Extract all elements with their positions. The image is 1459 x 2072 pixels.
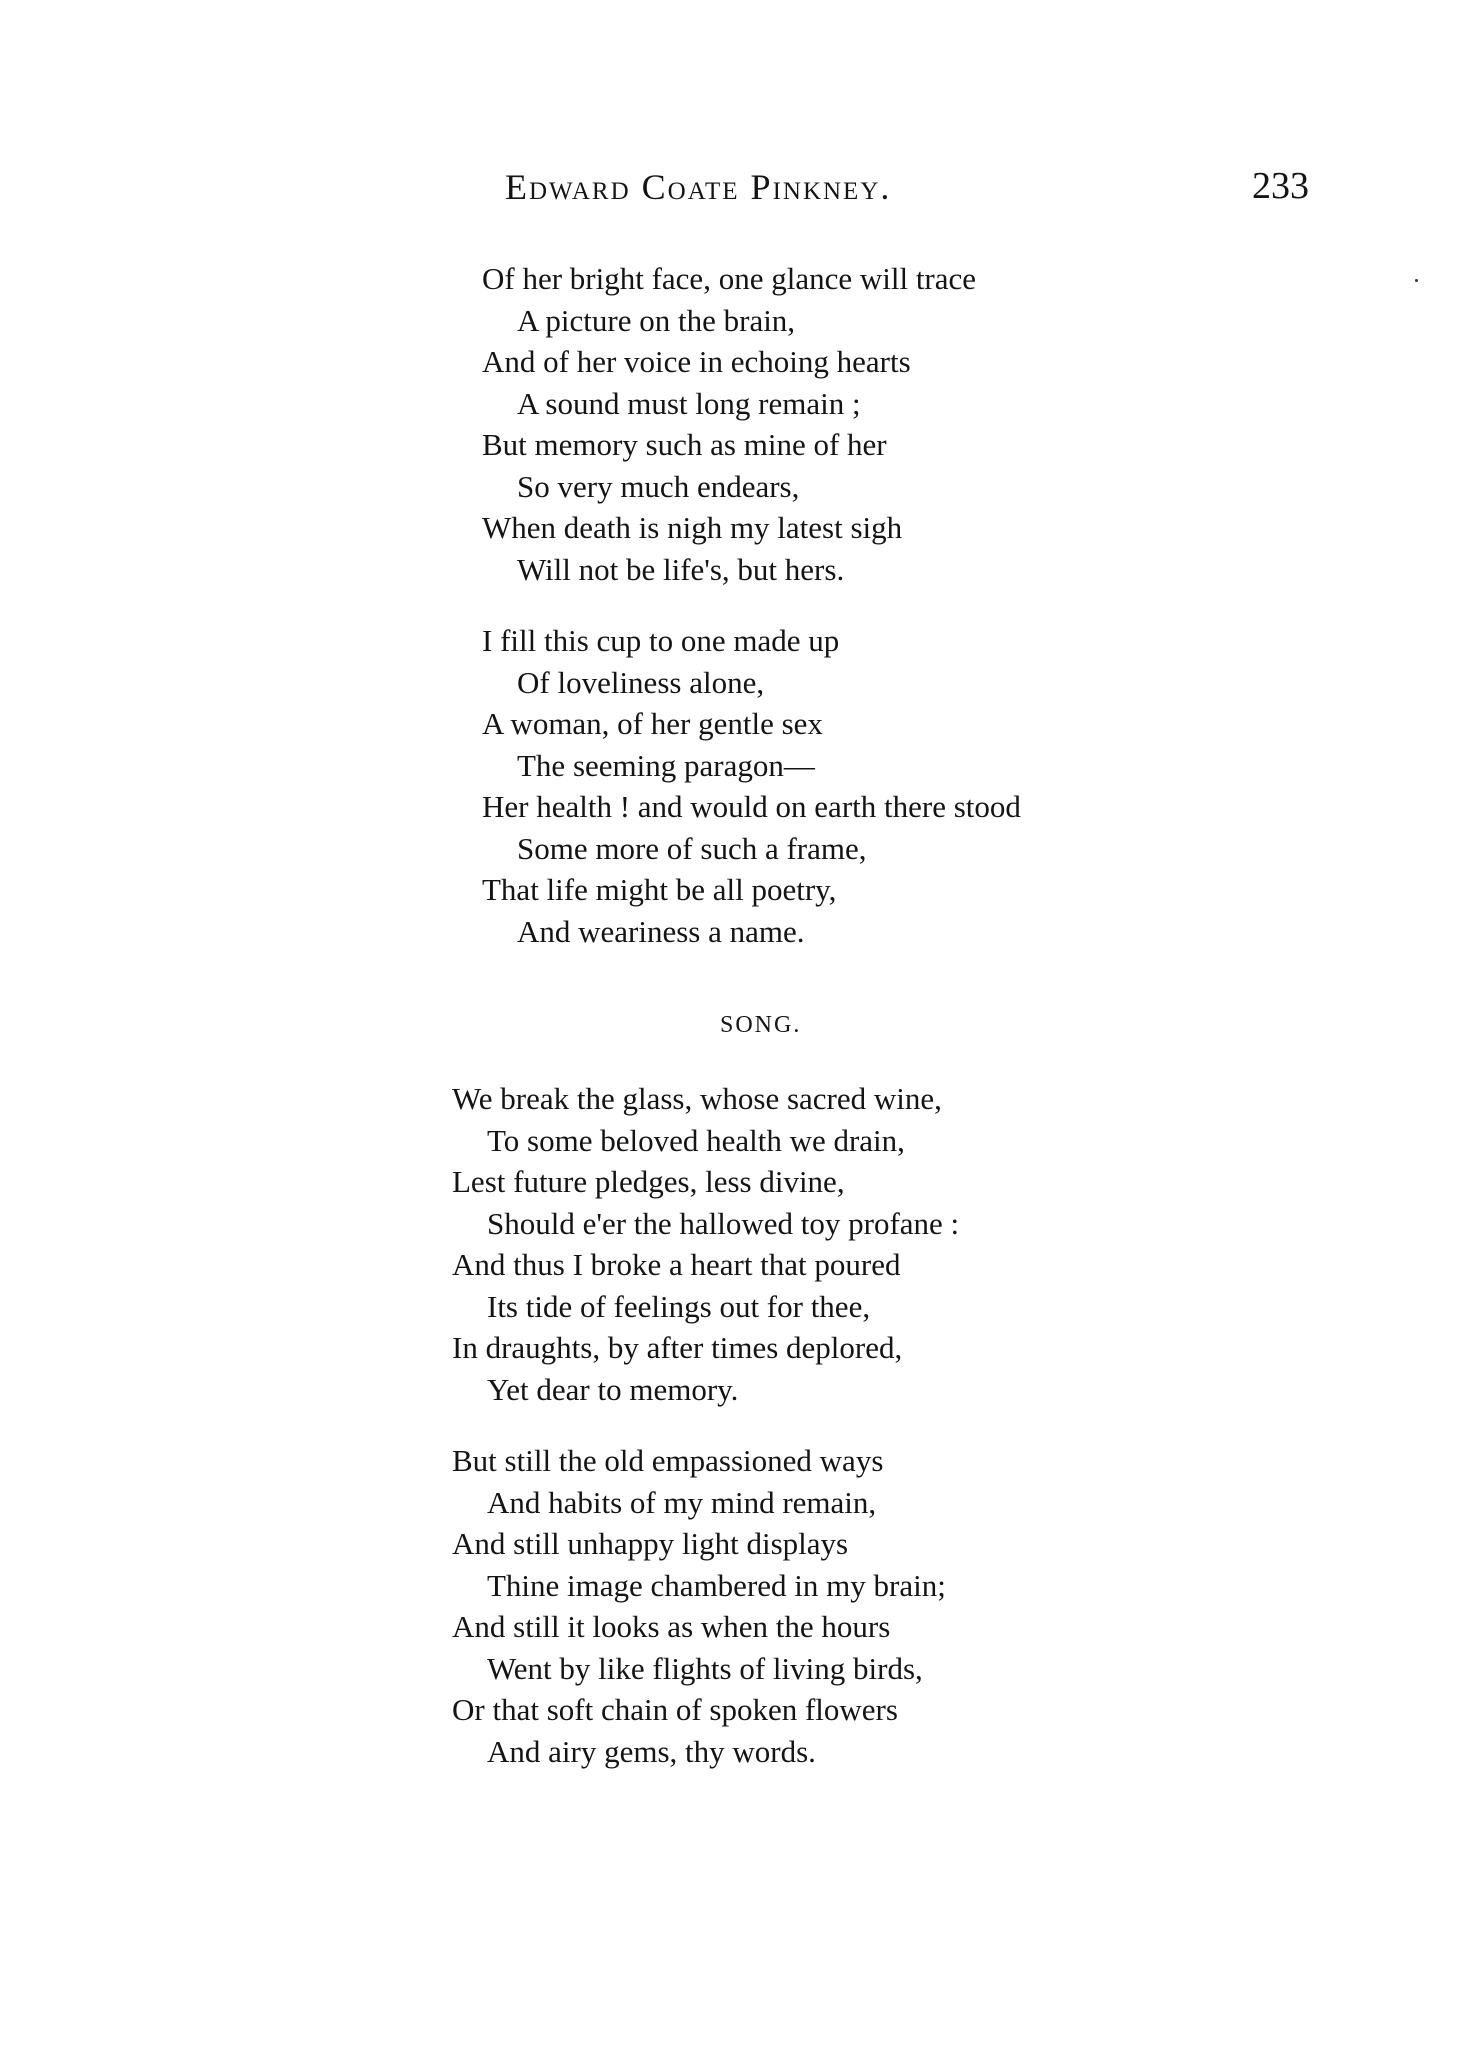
- verse-line: And airy gems, thy words.: [487, 1733, 816, 1769]
- verse-line: Of her bright face, one glance will trace: [482, 261, 977, 296]
- verse-line: But memory such as mine of her: [482, 427, 887, 462]
- verse-line: And weariness a name.: [517, 913, 805, 949]
- verse-line: Lest future pledges, less divine,: [452, 1164, 845, 1199]
- verse-line: Her health ! and would on earth there stood: [482, 789, 1021, 824]
- song-title: SONG.: [720, 1012, 802, 1038]
- verse-line: Of loveliness alone,: [517, 664, 765, 700]
- verse-line: Yet dear to memory.: [487, 1371, 739, 1407]
- verse-line: Will not be life's, but hers.: [517, 551, 845, 587]
- verse-line: Should e'er the hallowed toy profane :: [487, 1205, 960, 1241]
- verse-line: Thine image chambered in my brain;: [487, 1567, 946, 1603]
- verse-line: And thus I broke a heart that poured: [452, 1247, 901, 1282]
- verse-line: Went by like flights of living birds,: [487, 1650, 923, 1686]
- verse-line: And still unhappy light displays: [452, 1526, 849, 1561]
- song-stanza-2: [452, 1440, 946, 1772]
- verse-line: A woman, of her gentle sex: [482, 706, 823, 741]
- verse-line: But still the old empassioned ways: [452, 1443, 884, 1478]
- verse-line: We break the glass, whose sacred wine,: [452, 1081, 942, 1116]
- verse-line: Or that soft chain of spoken flowers: [452, 1692, 898, 1727]
- song-stanza-1: [452, 1078, 959, 1410]
- verse-line: The seeming paragon—: [517, 747, 815, 783]
- verse-line: And habits of my mind remain,: [487, 1484, 877, 1520]
- verse-line: So very much endears,: [517, 468, 800, 504]
- poem-stanza-1: [482, 258, 976, 590]
- verse-line: Its tide of feelings out for thee,: [487, 1288, 871, 1324]
- verse-line: Some more of such a frame,: [517, 830, 867, 866]
- poem-stanza-2: [482, 620, 1021, 952]
- verse-line: I fill this cup to one made up: [482, 623, 840, 658]
- verse-line: When death is nigh my latest sigh: [482, 510, 903, 545]
- running-head-author: Edward Coate Pinkney.: [505, 167, 892, 207]
- print-speck: [1415, 279, 1418, 282]
- page-number: 233: [1252, 165, 1309, 207]
- verse-line: In draughts, by after times deplored,: [452, 1330, 903, 1365]
- verse-line: And still it looks as when the hours: [452, 1609, 891, 1644]
- verse-line: A sound must long remain ;: [517, 385, 861, 421]
- verse-line: And of her voice in echoing hearts: [482, 344, 911, 379]
- verse-line: To some beloved health we drain,: [487, 1122, 905, 1158]
- verse-line: A picture on the brain,: [517, 302, 796, 338]
- verse-line: That life might be all poetry,: [482, 872, 837, 907]
